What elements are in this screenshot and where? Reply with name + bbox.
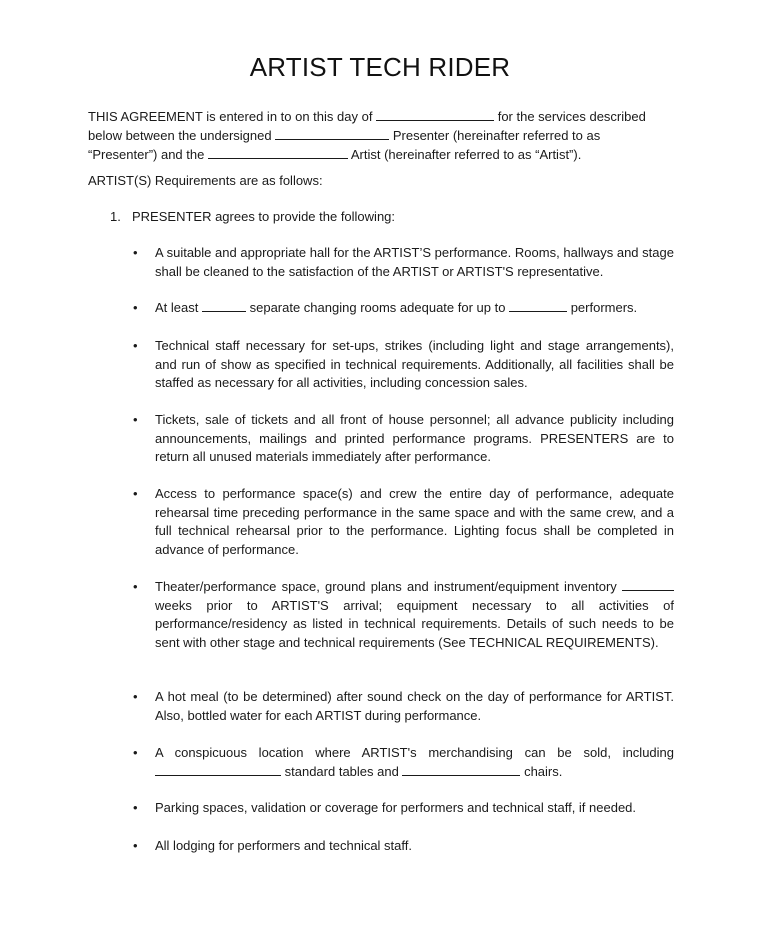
intro-line-3 [88,145,678,164]
bullet-icon: • [133,579,138,594]
list-item [133,244,674,281]
list-item-text: At least [155,300,199,315]
list-item [133,799,674,818]
list-item-text: A suitable and appropriate hall for the ARTIST’S performance. Rooms, hallways and stage shall be cleaned to the satisfaction of the ARTIST or ARTIST'S representative. [155,245,674,279]
list-item-text [155,578,674,652]
bullet-icon: • [133,245,138,260]
intro-text: below between the undersigned [88,128,272,143]
list-item [133,744,674,781]
list-item-text: Theater/performance space, ground plans and instrument/equipment inventory [155,579,617,594]
list-item [133,411,674,467]
intro-line-2 [88,126,678,145]
tables-blank [155,763,281,776]
document-title: ARTIST TECH RIDER [249,52,511,82]
section-number: 1. [110,209,121,224]
list-item-text: performers. [570,300,638,315]
performers-count-blank [509,299,567,312]
intro-line-1 [88,107,678,126]
list-item-text: Parking spaces, validation or coverage for performers and technical staff, if needed. [155,800,637,815]
intro-text: THIS AGREEMENT is entered in to on this day of [88,109,373,124]
bullet-icon: • [133,689,138,704]
list-item-text: separate changing rooms adequate for up to [249,300,506,315]
date-blank [376,108,494,121]
list-item [133,578,674,652]
artist-name-blank [208,146,348,159]
bullet-icon: • [133,838,138,853]
chairs-blank [402,763,520,776]
list-item [133,337,674,393]
list-item [133,837,674,856]
presenter-name-blank [275,127,389,140]
list-item-text: Access to performance space(s) and crew the entire day of performance, adequate rehearsal time preceding performance in the same space and with the same crew, and a full technical rehearsal prior to the performance. Lighting focus shall be completed in advance of performance. [155,486,674,557]
intro-text: Artist (hereinafter referred to as “Artist”). [350,147,582,162]
intro-text: “Presenter”) and the [88,147,205,162]
list-item-text: chairs. [524,763,563,779]
list-item [133,299,674,318]
bullet-icon: • [133,338,138,353]
weeks-blank [622,578,674,591]
intro-text: for the services described [497,109,646,124]
list-item-text [155,299,674,318]
list-item-text: A conspicuous location where ARTIST's merchandising can be sold, including [155,745,674,760]
agreement-intro [88,107,678,164]
list-item-text: Tickets, sale of tickets and all front of house personnel; all advance publicity including announcements, mailings and printed performance programs. PRESENTERS are to return all unused materials immediately after performance. [155,412,674,464]
list-item-text: Technical staff necessary for set-ups, strikes (including light and stage arrangements), and run of show as specified in technical requirements. Additionally, all facilities shall be staffed as necessary for all activities, including concession sales. [155,338,674,390]
list-item [133,688,674,725]
bullet-icon: • [133,800,138,815]
list-item-text: All lodging for performers and technical staff. [155,838,413,853]
intro-text: Presenter (hereinafter referred to as [392,128,601,143]
requirements-label: ARTIST(S) Requirements are as follows: [88,173,323,188]
list-item-text [155,744,674,781]
list-item-text: standard tables and [284,763,399,779]
bullet-icon: • [133,486,138,501]
bullet-icon: • [133,300,138,315]
list-item [133,485,674,559]
section-heading-text: PRESENTER agrees to provide the following: [132,209,396,224]
bullet-icon: • [133,745,138,760]
list-item-text: weeks prior to ARTIST'S arrival; equipment necessary to all activities of performance/residency as listed in technical requirements. Details of such needs to be sent with other stage and technical requirements (See TECHNICAL REQUIREMENTS). [155,597,674,650]
list-item-text: A hot meal (to be determined) after sound check on the day of performance for ARTIST. Also, bottled water for each ARTIST during performance. [155,689,674,723]
section-heading [110,207,395,226]
bullet-icon: • [133,412,138,427]
changing-rooms-blank [202,299,246,312]
